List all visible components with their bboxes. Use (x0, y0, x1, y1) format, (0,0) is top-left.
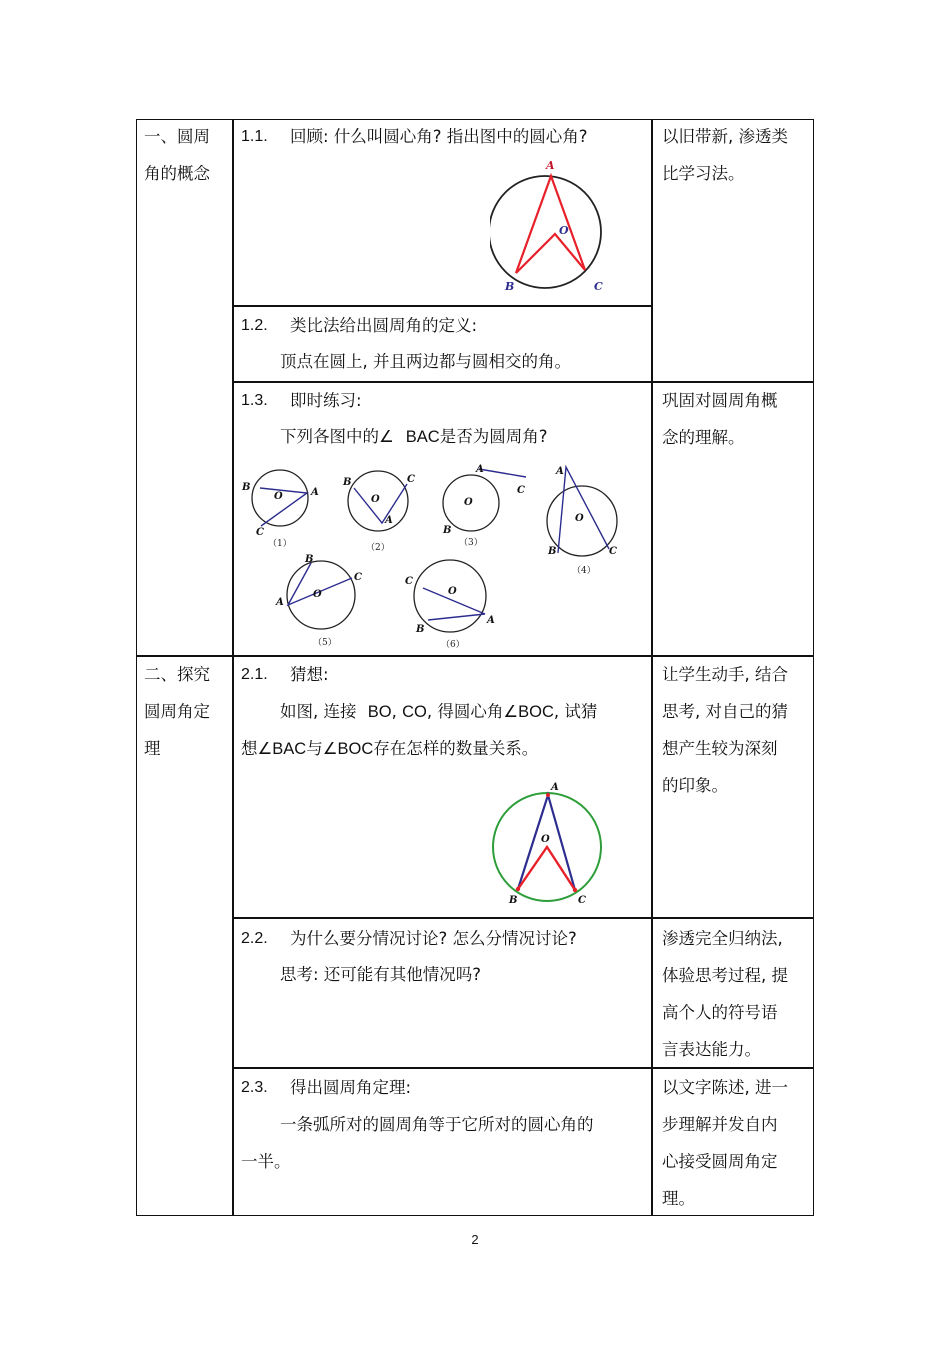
label: C (354, 572, 362, 583)
item-title: 回顾: 什么叫圆心角? 指出图中的圆心角? (290, 127, 588, 146)
item-title: 猜想: (290, 665, 329, 684)
angle-2 (354, 484, 407, 523)
definition-text: 顶点在圆上, 并且两边都与圆相交的角。 (280, 352, 571, 371)
theorem-line-1: 一条弧所对的圆周角等于它所对的圆心角的 (280, 1115, 594, 1134)
angle-3 (479, 469, 526, 477)
label-a: A (551, 782, 559, 793)
label: O (464, 497, 473, 508)
item-body: 思考: 还可能有其他情况吗? (280, 965, 482, 984)
figure-caption: （5） (313, 638, 337, 648)
item-number: 1.1. (241, 128, 268, 145)
figure-caption: （1） (268, 539, 292, 549)
label: B (343, 477, 352, 488)
label: O (274, 491, 283, 502)
teaching-note: 以文字陈述, 进一 步理解并发自内 心接受圆周角定 理。 (662, 1078, 788, 1208)
label: B (242, 482, 251, 493)
label: A (556, 466, 564, 477)
exercise-question: 下列各图中的∠ BAC是否为圆周角? (280, 427, 548, 446)
item-number: 1.3. (241, 392, 268, 409)
section-2-title: 二、探究 圆周角定 理 (144, 665, 210, 758)
label: A (487, 615, 495, 626)
point-a (546, 793, 550, 797)
angle-4 (558, 467, 609, 553)
label: C (256, 527, 264, 538)
theorem-line-2: 一半。 (241, 1152, 291, 1171)
label: O (313, 589, 322, 600)
label-a: A (546, 159, 555, 172)
label: O (575, 513, 584, 524)
item-title: 即时练习: (290, 391, 362, 410)
label-o: O (559, 224, 569, 237)
figure-caption: （4） (572, 566, 596, 576)
label: B (305, 554, 314, 565)
angle-1 (260, 488, 307, 526)
item-number: 1.2. (241, 317, 268, 334)
item-title: 类比法给出圆周角的定义: (290, 316, 478, 335)
teaching-note: 巩固对圆周角概 念的理解。 (662, 391, 778, 447)
conjecture-line-1: 如图, 连接 BO, CO, 得圆心角∠BOC, 试猜 (280, 702, 598, 721)
label: C (405, 576, 413, 587)
point-b (516, 887, 520, 891)
item-title: 为什么要分情况讨论? 怎么分情况讨论? (290, 929, 577, 948)
label-b: B (505, 280, 515, 293)
label: C (609, 546, 617, 557)
column-divider (232, 119, 234, 1216)
row-divider (232, 917, 814, 919)
label: O (448, 586, 457, 597)
label-c: C (578, 895, 586, 906)
item-number: 2.1. (241, 666, 268, 683)
figure-caption: （3） (459, 538, 483, 548)
label: B (548, 546, 557, 557)
label: B (416, 624, 425, 635)
label-b: B (509, 895, 518, 906)
item-number: 2.3. (241, 1079, 268, 1096)
page-number: 2 (471, 1232, 479, 1247)
teaching-note: 渗透完全归纳法, 体验思考过程, 提 高个人的符号语 言表达能力。 (662, 929, 788, 1059)
figure-caption: （2） (366, 543, 390, 553)
central-angle-figure (490, 156, 620, 296)
item-title: 得出圆周角定理: (290, 1078, 412, 1097)
item-number: 2.2. (241, 930, 268, 947)
label: A (385, 515, 393, 526)
conjecture-figure (486, 778, 611, 908)
exercise-figures (236, 455, 646, 655)
label: A (311, 487, 319, 498)
teaching-note: 让学生动手, 结合 思考, 对自己的猜 想产生较为深刻 的印象。 (662, 665, 788, 795)
label-c: C (594, 280, 603, 293)
label: C (517, 485, 525, 496)
section-1-title: 一、圆周 角的概念 (144, 127, 210, 183)
label: C (407, 474, 415, 485)
label: B (443, 525, 452, 536)
label: O (371, 494, 380, 505)
central-angle-lines (518, 847, 575, 890)
label: A (276, 597, 284, 608)
teaching-note: 以旧带新, 渗透类 比学习法。 (662, 127, 788, 183)
figure-caption: （6） (441, 640, 465, 650)
label: A (476, 464, 484, 475)
label-o: O (541, 834, 550, 845)
column-divider (651, 119, 653, 1216)
conjecture-line-2: 想∠BAC与∠BOC存在怎样的数量关系。 (241, 739, 539, 758)
point-c (573, 888, 577, 892)
